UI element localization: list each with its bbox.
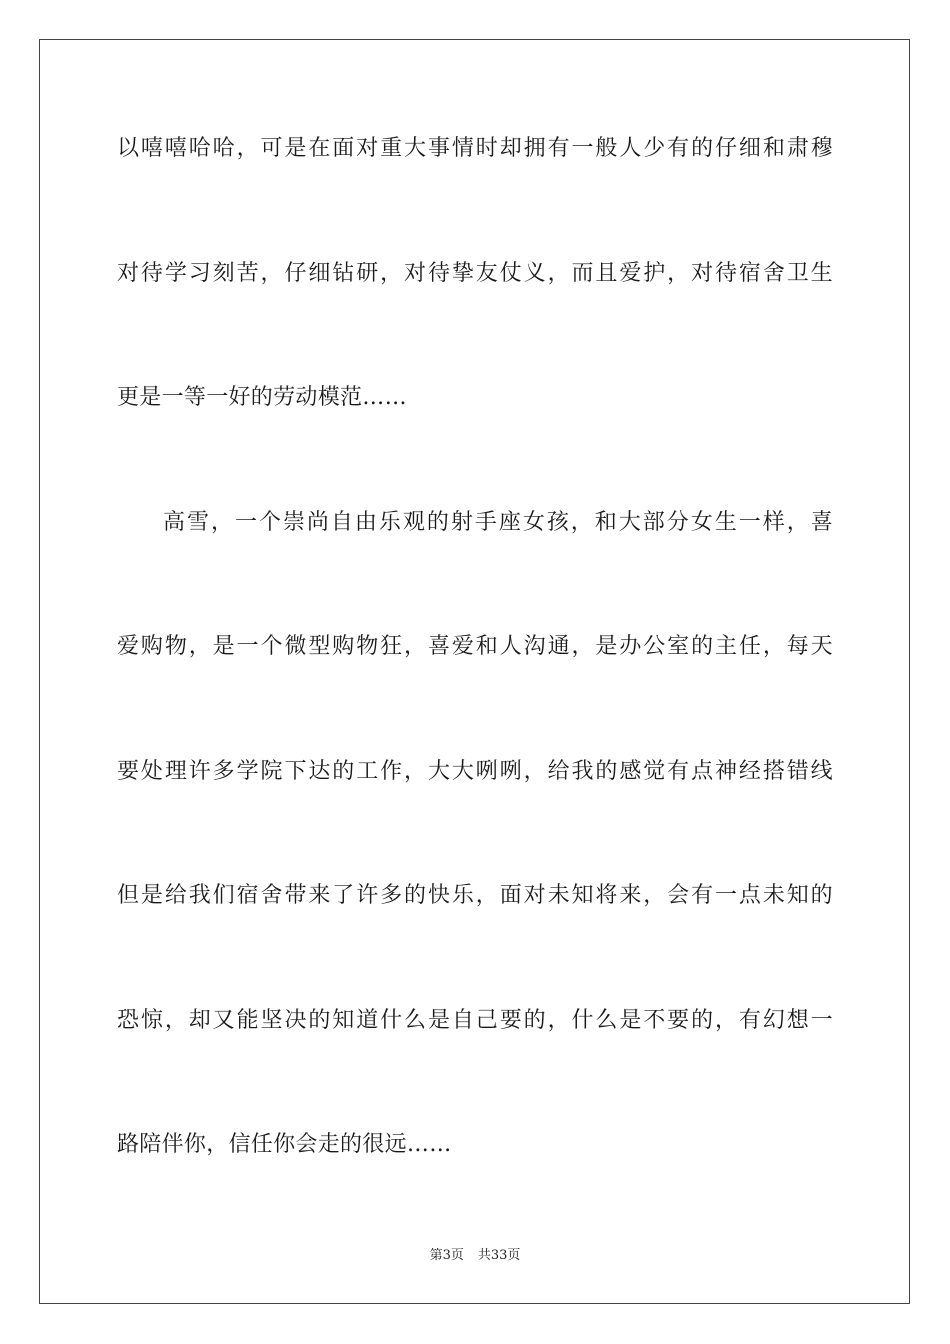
text-line-9: 路陪伴你，信任你会走的很远…… xyxy=(117,1132,452,1157)
text-line-6: 要处理许多学院下达的工作，大大咧咧，给我的感觉有点神经搭错线 xyxy=(117,759,833,784)
text-line-5: 爱购物，是一个微型购物狂，喜爱和人沟通，是办公室的主任，每天 xyxy=(117,634,833,659)
page-number: 第3页 xyxy=(429,1248,464,1263)
total-pages: 共33页 xyxy=(477,1248,521,1263)
text-line-7: 但是给我们宿舍带来了许多的快乐，面对未知将来，会有一点未知的 xyxy=(117,883,833,908)
text-line-2: 对待学习刻苦，仔细钻研，对待挚友仗义，而且爱护，对待宿舍卫生 xyxy=(117,261,833,286)
page-border xyxy=(39,39,910,1304)
text-line-3: 更是一等一好的劳动模范…… xyxy=(117,385,407,410)
text-line-1: 以嘻嘻哈哈，可是在面对重大事情时却拥有一般人少有的仔细和肃穆 xyxy=(117,136,833,161)
text-line-4-paragraph-start: 高雪，一个崇尚自由乐观的射手座女孩，和大部分女生一样，喜 xyxy=(163,510,833,535)
text-line-8: 恐惊，却又能坚决的知道什么是自己要的，什么是不要的，有幻想一 xyxy=(117,1008,833,1033)
page-footer xyxy=(0,1247,950,1265)
